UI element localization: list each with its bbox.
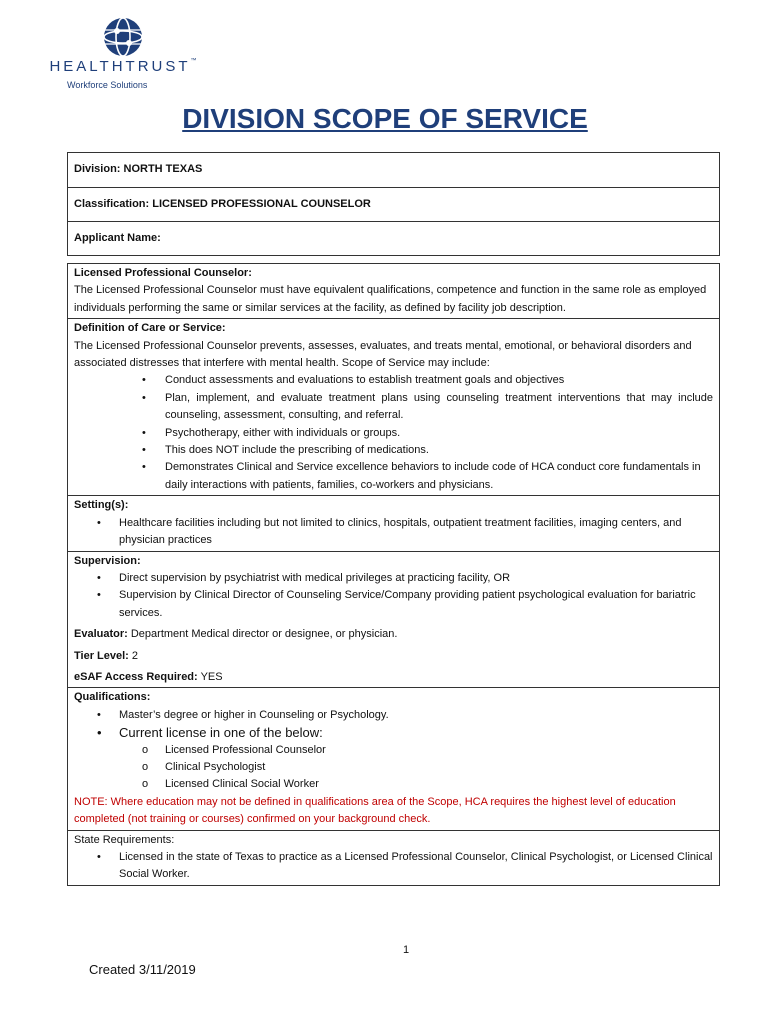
evaluator-line	[74, 626, 713, 643]
classification-value: LICENSED PROFESSIONAL COUNSELOR	[152, 197, 371, 210]
classification-label: Classification:	[74, 197, 150, 210]
esaf-line	[74, 669, 713, 686]
applicant-row	[68, 221, 719, 255]
trademark-mark: ™	[190, 58, 197, 64]
list-item: • Demonstrates Clinical and Service excellence behaviors to include code of HCA conduct core fundamentals in daily interactions with patients, families, co-workers and physicians.	[74, 459, 713, 494]
division-label: Division:	[74, 163, 121, 176]
settings-section	[68, 495, 719, 550]
qualifications-list	[74, 707, 713, 742]
license-list	[74, 742, 713, 794]
evaluator-label: Evaluator:	[74, 628, 128, 641]
list-item: • Licensed in the state of Texas to practice as a Licensed Professional Counselor, Clinical Psychologist, or Licensed Clinical Social Worker.	[74, 849, 713, 884]
list-item: • Master’s degree or higher in Counseling or Psychology.	[74, 707, 713, 724]
qualifications-section	[68, 687, 719, 829]
list-item: • Healthcare facilities including but not limited to clinics, hospitals, outpatient treatment facilities, imaging centers, and physician practices	[74, 515, 713, 550]
lpc-text: The Licensed Professional Counselor must have equivalent qualifications, competence and function in the same role as employed individuals performing the same or similar services at the facility, as defined by facility job description.	[74, 284, 707, 314]
brand-name	[38, 58, 208, 75]
state-list	[74, 849, 713, 884]
brand-subtitle: Workforce Solutions	[67, 80, 148, 90]
settings-list	[74, 515, 713, 550]
globe-icon	[95, 16, 151, 58]
state-heading: State Requirements:	[74, 833, 175, 846]
list-item: • Direct supervision by psychiatrist with medical privileges at practicing facility, OR	[74, 570, 713, 587]
list-item: o Licensed Clinical Social Worker	[74, 776, 713, 793]
education-note: NOTE: Where education may not be defined in qualifications area of the Scope, HCA requires the highest level of education completed (not training or courses) confirmed on your background check.	[74, 795, 676, 826]
brand-text: HEALTHTRUST	[49, 58, 191, 75]
tier-value: 2	[131, 649, 139, 662]
list-item: o Licensed Professional Counselor	[74, 742, 713, 759]
evaluator-value: Department Medical director or designee, or physician.	[130, 628, 398, 641]
care-text: The Licensed Professional Counselor prevents, assesses, evaluates, and treats mental, emotional, or behavioral disorders and associated distresses that interfere with mental health. Scope of Service may include:	[74, 339, 692, 370]
lpc-section	[68, 264, 719, 318]
care-heading: Definition of Care or Service:	[74, 322, 226, 335]
division-value: NORTH TEXAS	[123, 163, 203, 176]
care-list	[74, 372, 713, 494]
list-item: • Supervision by Clinical Director of Counseling Service/Company providing patient psychological evaluation for bariatric services.	[74, 587, 713, 622]
scope-table	[67, 263, 720, 886]
division-row	[68, 153, 719, 187]
supervision-section	[68, 551, 719, 688]
settings-heading: Setting(s):	[74, 499, 129, 512]
list-item: • Plan, implement, and evaluate treatment plans using counseling treatment interventions that may include counseling, assessment, consulting, and referral.	[74, 390, 713, 425]
tier-label: Tier Level:	[74, 649, 129, 662]
list-item: • Psychotherapy, either with individuals or groups.	[74, 425, 713, 442]
page-number: 1	[403, 944, 410, 956]
state-section	[68, 830, 719, 885]
tier-line	[74, 648, 713, 665]
supervision-heading: Supervision:	[74, 554, 141, 567]
list-item: • This does NOT include the prescribing of medications.	[74, 442, 713, 459]
list-item: • Current license in one of the below:	[74, 724, 713, 741]
list-item: o Clinical Psychologist	[74, 759, 713, 776]
page-title: DIVISION SCOPE OF SERVICE	[182, 103, 588, 134]
qualifications-heading: Qualifications:	[74, 691, 151, 704]
created-date: Created 3/11/2019	[89, 962, 196, 977]
list-item: • Conduct assessments and evaluations to establish treatment goals and objectives	[74, 372, 713, 389]
healthtrust-logo	[38, 12, 208, 94]
applicant-label: Applicant Name:	[74, 231, 161, 244]
esaf-label: eSAF Access Required:	[74, 670, 198, 683]
esaf-value: YES	[200, 670, 223, 683]
header-table	[67, 152, 720, 256]
lpc-heading: Licensed Professional Counselor:	[74, 267, 252, 279]
supervision-list	[74, 570, 713, 622]
care-section	[68, 318, 719, 495]
classification-row	[68, 187, 719, 221]
